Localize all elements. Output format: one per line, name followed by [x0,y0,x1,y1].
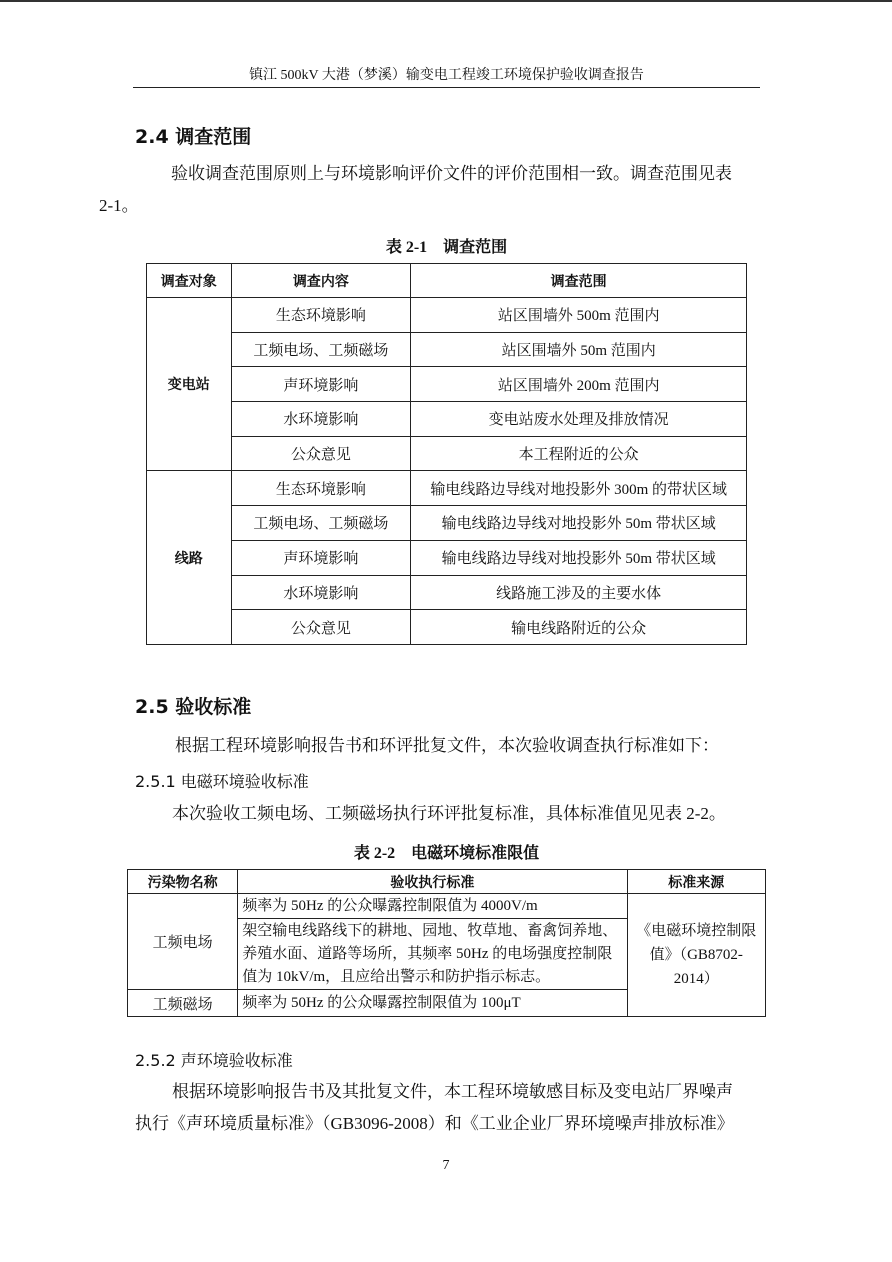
group-cell: 变电站 [147,298,232,471]
content-cell: 声环境影响 [231,367,411,402]
source-cell: 《电磁环境控制限值》（GB8702-2014） [627,894,765,1017]
page-number: 7 [442,1158,450,1173]
table-row [147,506,747,541]
content-cell: 公众意见 [231,436,411,471]
table-header-cell: 调查范围 [411,264,747,298]
section-2-4-para: 验收调查范围原则上与环境影响评价文件的评价范围相一致。调查范围见表 2-1。 [99,164,732,215]
table-row [147,540,747,575]
scope-cell: 本工程附近的公众 [411,436,747,471]
table-row [128,894,766,919]
content-cell: 生态环境影响 [231,298,411,333]
table-row [147,575,747,610]
content-cell: 工频电场、工频磁场 [231,332,411,367]
standard-cell: 频率为 50Hz 的公众曝露控制限值为 100μT [238,990,627,1017]
pollutant-cell: 工频磁场 [128,990,238,1017]
pollutant-cell: 工频电场 [128,894,238,990]
scope-cell: 输电线路边导线对地投影外 50m 带状区域 [411,540,747,575]
content-cell: 公众意见 [231,610,411,645]
table-row [147,471,747,506]
scope-cell: 变电站废水处理及排放情况 [411,402,747,437]
section-2-5-1-title: 2.5.1 电磁环境验收标准 [135,772,309,791]
scope-cell: 站区围墙外 50m 范围内 [411,332,747,367]
scope-cell: 站区围墙外 200m 范围内 [411,367,747,402]
scope-cell: 输电线路附近的公众 [411,610,747,645]
table-row [147,610,747,645]
standard-cell: 架空输电线路线下的耕地、园地、牧草地、畜禽饲养地、养殖水面、道路等场所，其频率 50Hz 的电场强度控制限值为 10kV/m，且应给出警示和防护指示标志。 [238,919,627,990]
content-cell: 水环境影响 [231,402,411,437]
scope-cell: 输电线路边导线对地投影外 300m 的带状区域 [411,471,747,506]
content-cell: 工频电场、工频磁场 [231,506,411,541]
content-cell: 声环境影响 [231,540,411,575]
scope-cell: 站区围墙外 500m 范围内 [411,298,747,333]
table-2-1 [146,263,747,645]
table-row [147,298,747,333]
content-cell: 生态环境影响 [231,471,411,506]
table-header-cell: 污染物名称 [128,870,238,894]
group-cell: 线路 [147,471,232,644]
table-header-cell: 调查内容 [231,264,411,298]
section-2-5-1-para: 本次验收工频电场、工频磁场执行环评批复标准，具体标准值见见表 2-2。 [172,804,726,823]
section-2-5-2-para: 根据环境影响报告书及其批复文件，本工程环境敏感目标及变电站厂界噪声 执行《声环境质量标准》（GB3096-2008）和《工业企业厂界环境噪声排放标准》 [135,1082,734,1133]
section-2-5-title: 2.5 验收标准 [135,696,252,718]
running-header: 镇江 500kV 大港（梦溪）输变电工程竣工环境保护验收调查报告 [133,64,760,88]
table-header-cell: 标准来源 [627,870,765,894]
section-2-5-para: 根据工程环境影响报告书和环评批复文件，本次验收调查执行标准如下： [175,736,719,755]
scope-cell: 线路施工涉及的主要水体 [411,575,747,610]
standard-cell: 频率为 50Hz 的公众曝露控制限值为 4000V/m [238,894,627,919]
table-row [147,402,747,437]
scope-cell: 输电线路边导线对地投影外 50m 带状区域 [411,506,747,541]
table-2-2 [127,869,766,1017]
section-2-5-2-title: 2.5.2 声环境验收标准 [135,1051,293,1070]
table-header-cell: 验收执行标准 [238,870,627,894]
table-2-2-caption: 表 2-2 电磁环境标准限值 [353,845,540,862]
table-2-1-caption: 表 2-1 调查范围 [385,239,508,256]
content-cell: 水环境影响 [231,575,411,610]
table-header-cell: 调查对象 [147,264,232,298]
table-row [147,332,747,367]
table-row [147,436,747,471]
section-2-4-title: 2.4 调查范围 [135,126,252,148]
table-row [147,367,747,402]
